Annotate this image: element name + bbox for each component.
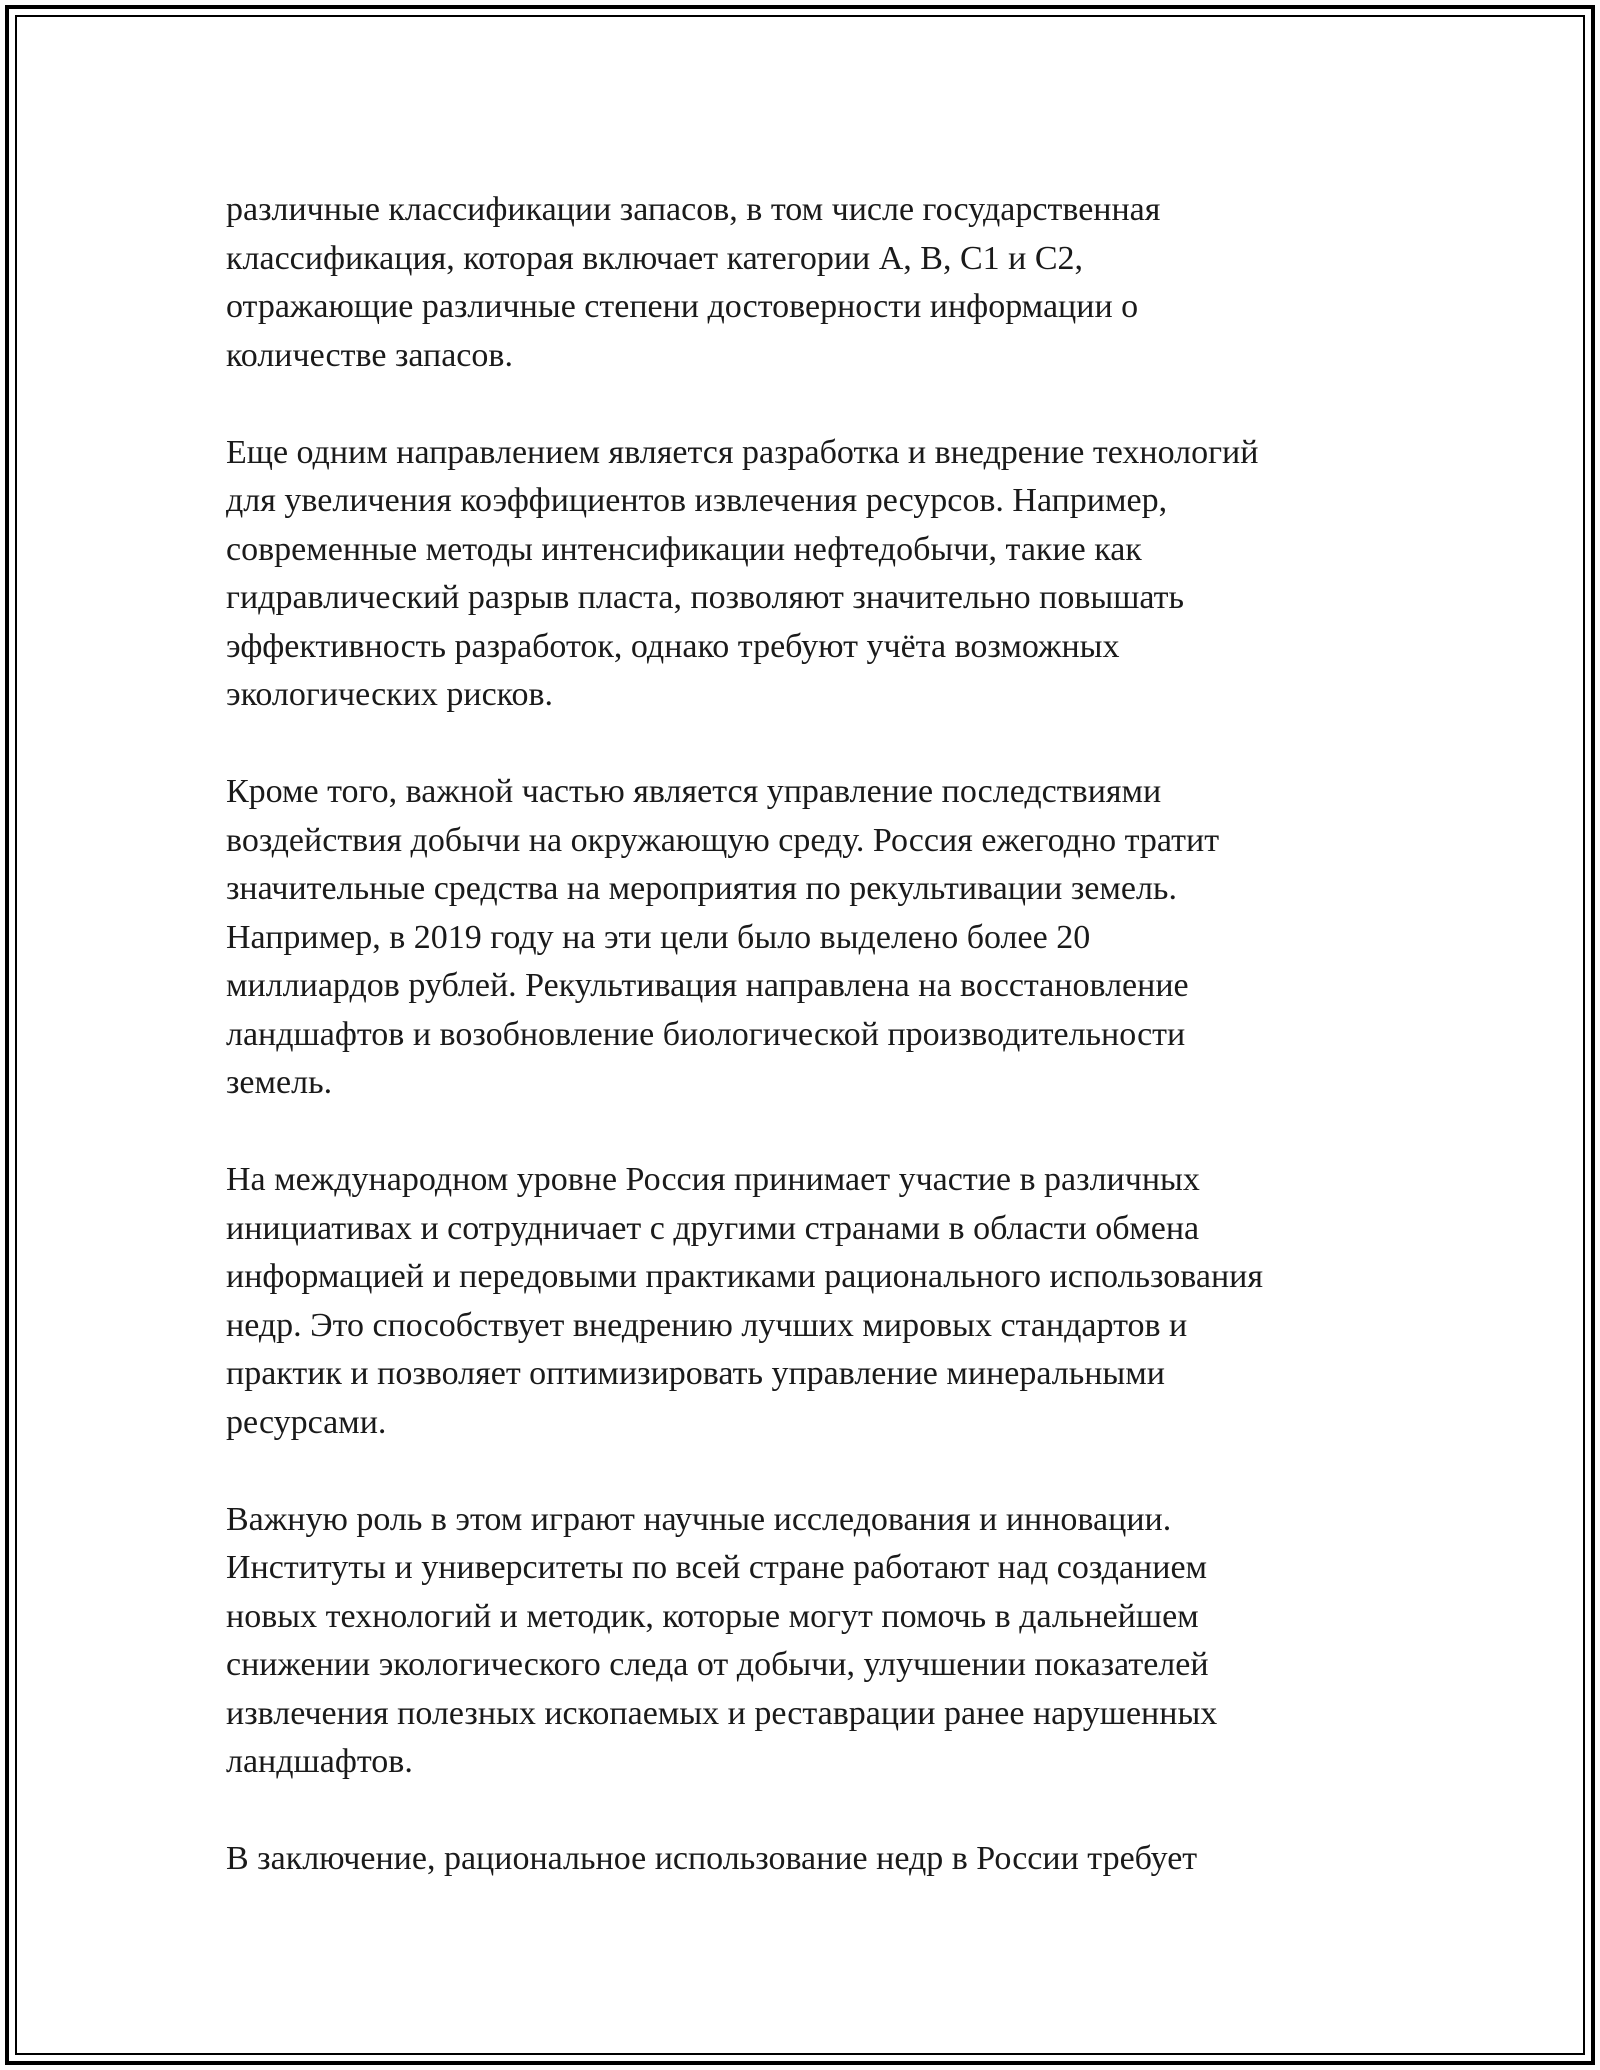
text-line: эффективность разработок, однако требуют учёта возможных (226, 627, 1120, 665)
text-line: экологических рисков. (226, 676, 554, 713)
text-line: ресурсами. (226, 1403, 387, 1441)
text-line: миллиардов рублей. Рекультивация направлена на восстановление (226, 967, 1189, 1004)
text-line: воздействия добычи на окружающую среду. Россия ежегодно тратит (226, 821, 1220, 859)
text-line: инициативах и сотрудничает с другими странами в области обмена (226, 1209, 1200, 1247)
text-line: На международном уровне Россия принимает участие в различных (226, 1161, 1200, 1198)
text-line: количестве запасов. (226, 336, 513, 374)
paragraph-reserve-classification (226, 186, 1386, 380)
paragraph-international-cooperation (226, 1156, 1386, 1447)
text-line: ландшафтов. (226, 1743, 413, 1780)
text-line: Например, в 2019 году на эти цели было выделено более 20 (226, 918, 1091, 956)
text-line: недр. Это способствует внедрению лучших мировых стандартов и (226, 1306, 1188, 1344)
text-line: Важную роль в этом играют научные исследования и инновации. (226, 1500, 1172, 1538)
text-line: современные методы интенсификации нефтедобычи, такие как (226, 530, 1142, 568)
text-line: Еще одним направлением является разработка и внедрение технологий (226, 433, 1259, 471)
text-line: классификация, которая включает категории A, B, C1 и C2, (226, 239, 1084, 277)
text-line: Кроме того, важной частью является управление последствиями (226, 773, 1162, 810)
paragraph-environmental-impact (226, 768, 1386, 1108)
text-line: снижении экологического следа от добычи, улучшении показателей (226, 1646, 1209, 1683)
text-line: В заключение, рациональное использование недр в России требует (226, 1840, 1198, 1877)
text-line: извлечения полезных ископаемых и реставрации ранее нарушенных (226, 1694, 1218, 1732)
text-line: гидравлический разрыв пласта, позволяют значительно повышать (226, 579, 1184, 616)
text-line: значительные средства на мероприятия по рекультивации земель. (226, 870, 1177, 907)
text-line: отражающие различные степени достоверности информации о (226, 288, 1139, 325)
text-line: новых технологий и методик, которые могут помочь в дальнейшем (226, 1597, 1199, 1635)
text-line: различные классификации запасов, в том числе государственная (226, 191, 1161, 228)
paragraph-conclusion (226, 1835, 1386, 1884)
text-line: Институты и университеты по всей стране работают над созданием (226, 1549, 1208, 1586)
paragraph-research-innovation (226, 1496, 1386, 1787)
text-line: информацией и передовыми практиками рационального использования (226, 1258, 1263, 1295)
text-line: для увеличения коэффициентов извлечения ресурсов. Например, (226, 482, 1168, 519)
text-line: земель. (226, 1064, 333, 1101)
paragraph-recovery-technologies (226, 429, 1386, 720)
document-body (226, 186, 1386, 1932)
text-line: практик и позволяет оптимизировать управление минеральными (226, 1355, 1165, 1392)
text-line: ландшафтов и возобновление биологической производительности (226, 1015, 1186, 1053)
